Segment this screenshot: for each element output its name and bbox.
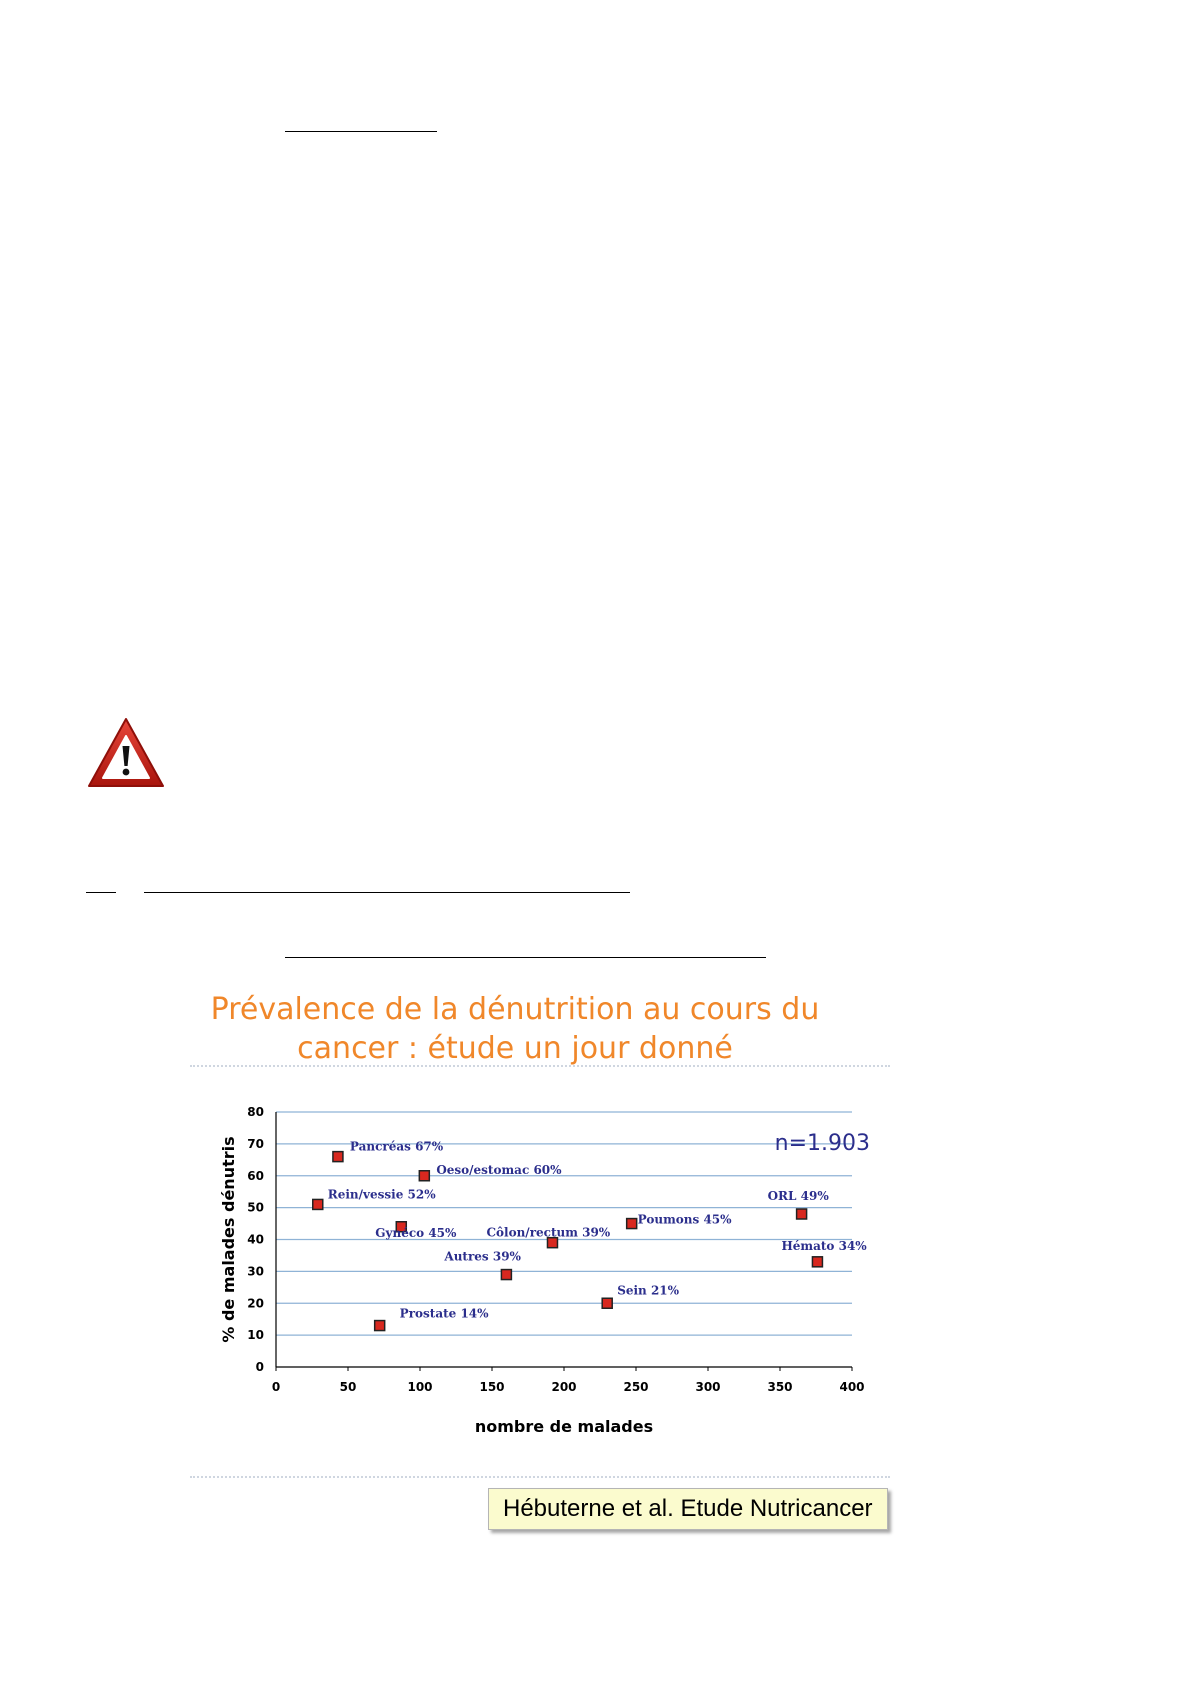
x-tick-label: 350 — [767, 1380, 793, 1394]
y-tick-label: 60 — [247, 1168, 264, 1183]
y-tick-label: 20 — [247, 1296, 264, 1311]
y-axis-title: % de malades dénutris — [219, 1136, 238, 1343]
data-point-label: Poumons 45% — [637, 1212, 732, 1227]
y-tick-label: 80 — [247, 1105, 264, 1119]
data-point-label: Côlon/rectum 39% — [486, 1225, 611, 1240]
x-axis-title: nombre de malades — [474, 1417, 654, 1436]
data-point-label: Pancréas 67% — [349, 1139, 444, 1154]
x-tick-label: 400 — [839, 1380, 865, 1394]
data-point-label: Rein/vessie 52% — [327, 1187, 436, 1202]
x-tick-label: 100 — [407, 1380, 433, 1394]
y-tick-label: 30 — [247, 1264, 264, 1279]
data-point — [313, 1199, 323, 1209]
data-point-label: Prostate 14% — [399, 1306, 489, 1321]
data-point-label: Hémato 34% — [781, 1238, 867, 1253]
data-point — [797, 1209, 807, 1219]
citation-box: Hébuterne et al. Etude Nutricancer — [488, 1488, 888, 1530]
x-tick-label: 250 — [623, 1380, 649, 1394]
x-tick-label: 150 — [479, 1380, 505, 1394]
y-tick-label: 70 — [247, 1136, 264, 1151]
y-tick-label: 50 — [247, 1200, 264, 1215]
section-heading-underline — [144, 892, 630, 893]
y-tick-label: 40 — [247, 1232, 264, 1247]
data-point — [602, 1298, 612, 1308]
chart-slide — [190, 980, 926, 1540]
data-point-label: ORL 49% — [767, 1189, 829, 1203]
slide-title-line-2: cancer : étude un jour donné — [297, 1031, 733, 1066]
data-point-label: Gynéco 45% — [375, 1225, 457, 1240]
data-point — [627, 1219, 637, 1229]
warning-icon — [86, 716, 166, 790]
section-number-underline — [86, 892, 116, 893]
heading-underline — [285, 131, 437, 132]
data-point — [375, 1321, 385, 1331]
data-point-label: Autres 39% — [444, 1249, 521, 1264]
scatter-chart — [190, 980, 926, 1470]
slide-title-line-1: Prévalence de la dénutrition au cours du — [210, 992, 820, 1027]
x-tick-label: 300 — [695, 1380, 721, 1394]
data-point — [333, 1152, 343, 1162]
y-tick-label: 10 — [247, 1328, 264, 1343]
x-tick-label: 200 — [551, 1380, 577, 1394]
x-tick-label: 0 — [271, 1380, 281, 1394]
data-point-label: Oeso/estomac 60% — [436, 1162, 562, 1177]
data-point — [501, 1270, 511, 1280]
y-tick-label: 0 — [255, 1360, 264, 1374]
subheading-underline — [285, 957, 766, 958]
data-point-label: Sein 21% — [617, 1283, 680, 1298]
x-tick-label: 50 — [339, 1380, 357, 1394]
data-point — [812, 1257, 822, 1267]
footer-separator — [190, 1476, 890, 1478]
sample-size-annotation: n=1.903 — [774, 1131, 870, 1156]
data-point — [419, 1171, 429, 1181]
